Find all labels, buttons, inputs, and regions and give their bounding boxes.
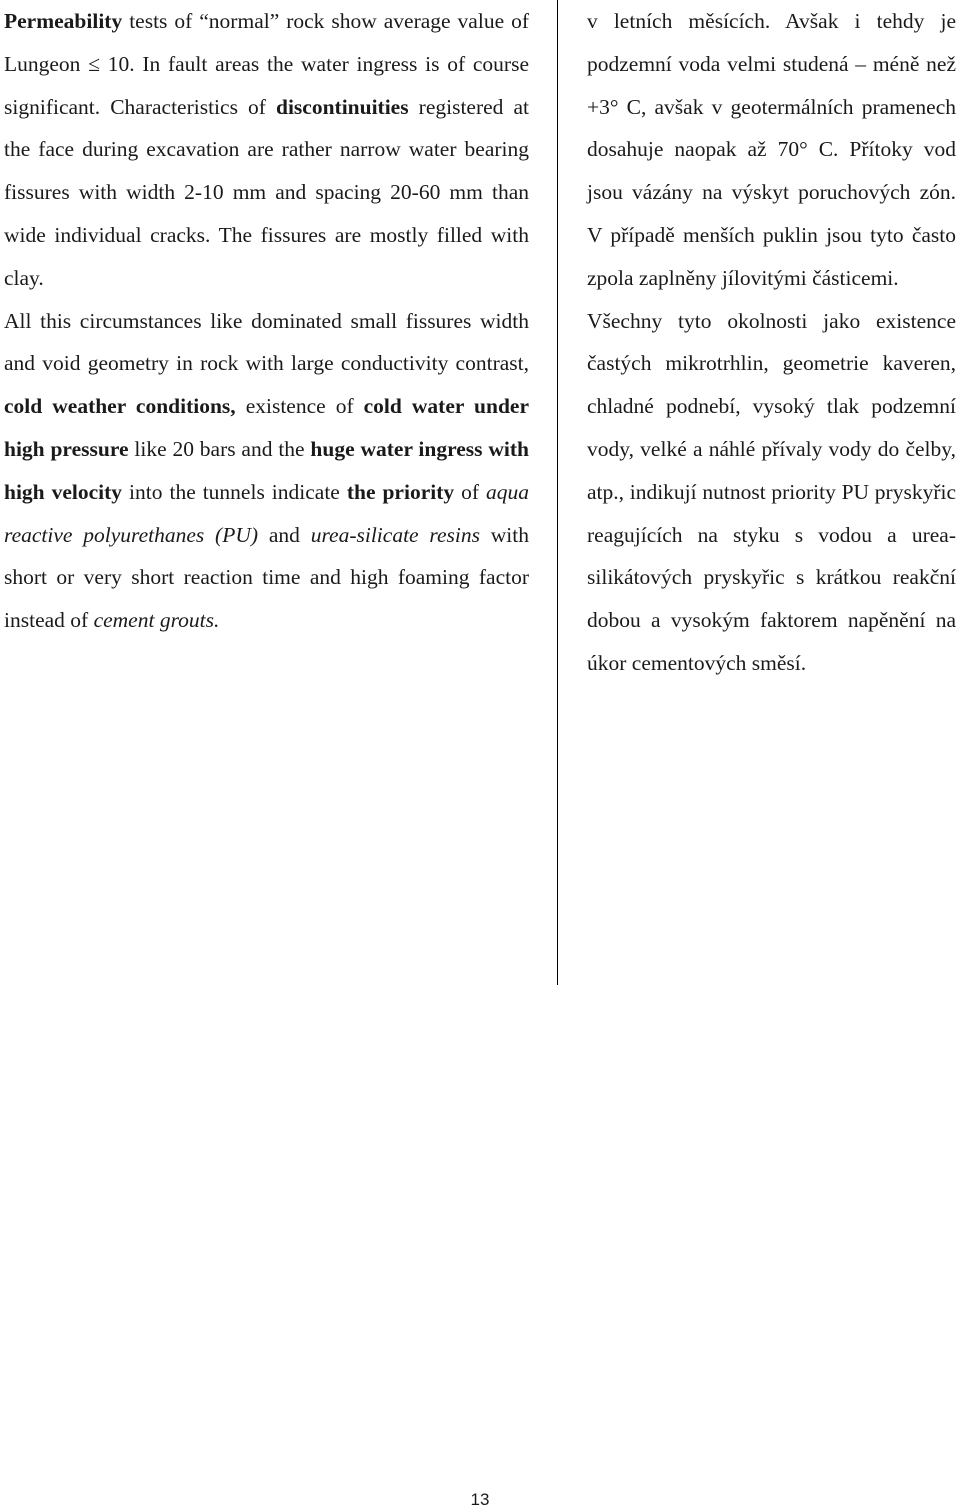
right-column-czech [587,0,956,685]
italic-term: cement grouts. [93,608,220,633]
column-divider [557,0,558,985]
text-run: All this circumstances like dominated small fissures width and void geometry in rock with large conductivity contrast, [4,308,529,376]
paragraph-czech-circumstances: Všechny tyto okolnosti jako existence častých mikrotrhlin, geometrie kaveren, chladné podnebí, vysoký tlak podzemní vody, velké a náhlé přívaly vody do čelby, atp., indikují nutnost priority PU pryskyřic reagujících na styku s vodou a urea-silikátových pryskyřic s krátkou reakční dobou a vysokým faktorem napěnění na úkor cementových směsí. [587,308,956,675]
text-run: existence of [235,394,364,419]
less-equal-symbol: ≤ [88,51,100,76]
bold-term: huge water ingress with high velocity [4,436,529,504]
paragraph-czech-water: v letních měsících. Avšak i tehdy je podzemní voda velmi studená – méně než +3° C, avšak v geotermálních pramenech dosahuje naopak až 70° C. Přítoky vod jsou vázány na výskyt poruchových zón. V případě menších puklin jsou tyto často zpola zaplněny jílovitými částicemi. [587,9,956,290]
text-run: 10. In fault areas the water ingress is of course significant. Characteristics of [4,51,529,119]
paragraph-permeability [4,0,529,300]
bold-term: cold weather conditions, [4,394,236,419]
bold-term: discontinuities [275,94,409,119]
paragraph-circumstances [4,300,529,642]
text-run: and [258,522,311,547]
text-run: registered at the face during excavation are rather narrow water bearing fissures with width 2-10 mm and spacing 20-60 mm than wide individual cracks. The fissures are mostly filled with clay. [4,94,530,290]
italic-term: urea-silicate resins [310,522,480,547]
bold-term: the priority [346,479,455,504]
text-run: with short or very short reaction time and high foaming factor instead of [4,522,529,633]
text-run: tests of “normal” rock show average value of Lungeon [4,9,529,76]
bold-term: cold water under high pressure [4,394,529,461]
italic-term: aqua reactive polyurethanes (PU) [4,479,529,547]
bold-term: Permeability [4,9,123,33]
text-run: into the tunnels indicate [122,479,347,504]
page-number: 13 [470,1490,490,1509]
left-column-english [4,0,529,642]
text-run: like 20 bars and the [128,436,311,461]
text-run: of [454,479,486,504]
